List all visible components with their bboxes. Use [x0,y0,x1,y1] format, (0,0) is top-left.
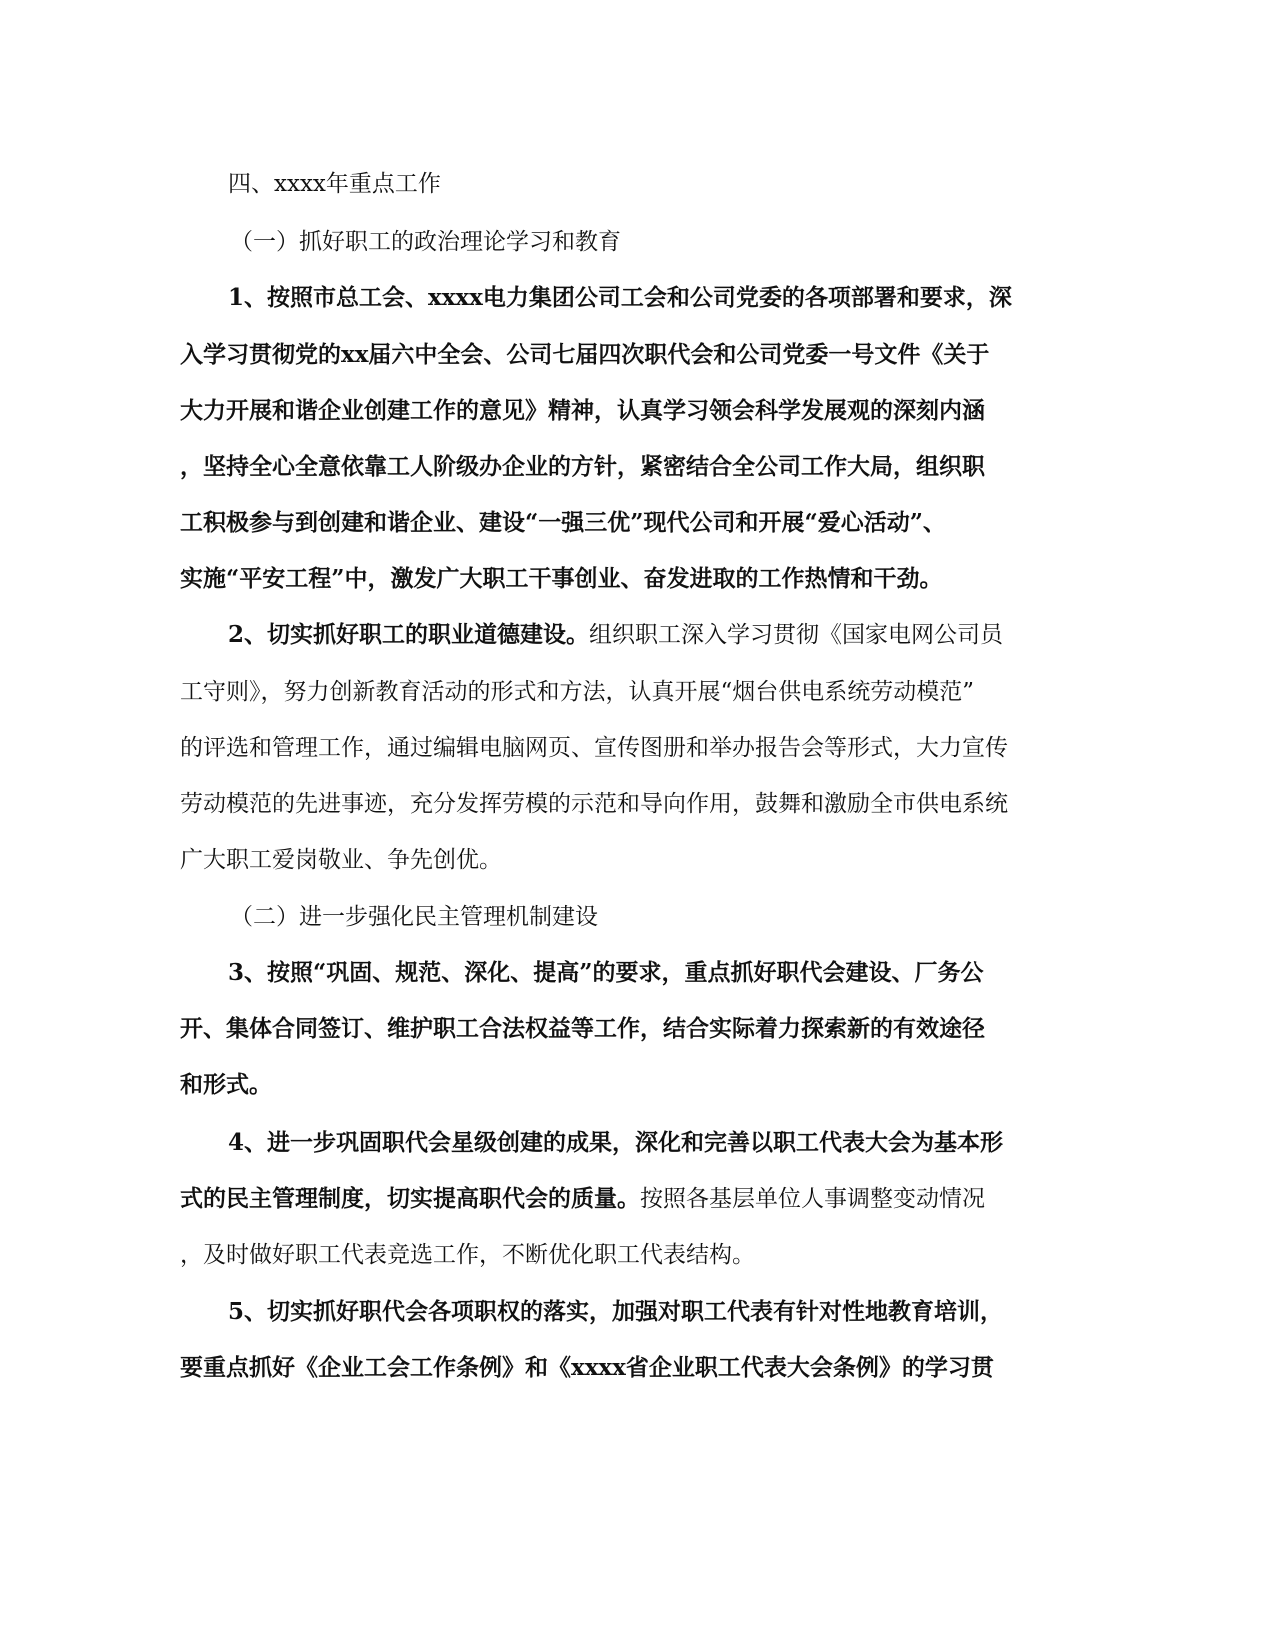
item5-line: 5、切实抓好职代会各项职权的落实，加强对职工代表有针对性地教育培训， [228,1298,1004,1325]
item2-line1-rest: 组织职工深入学习贯彻《国家电网公司员 [589,622,1004,648]
item2-line: 劳动模范的先进事迹，充分发挥劳模的示范和导向作用，鼓舞和激励全市供电系统 [180,791,1008,817]
item4-line2-bold: 式的民主管理制度，切实提高职代会的质量。 [180,1185,640,1212]
item1-line: 工积极参与到创建和谐企业、建设“一强三优”现代公司和开展“爱心活动”、 [180,509,946,536]
item2-line: 工守则》，努力创新教育活动的形式和方法，认真开展“烟台供电系统劳动模范” [180,679,975,705]
item2-lead: 2、切实抓好职工的职业道德建设。 [228,621,590,648]
item1-line: 入学习贯彻党的xx届六中全会、公司七届四次职代会和公司党委一号文件《关于 [180,341,990,368]
item1-line: 大力开展和谐企业创建工作的意见》精神，认真学习领会科学发展观的深刻内涵 [180,397,985,424]
item4-line: ，及时做好职工代表竞选工作，不断优化职工代表结构。 [180,1242,755,1268]
item2-line: 广大职工爱岗敬业、争先创优。 [180,847,502,873]
item1-line: 1、按照市总工会、xxxx电力集团公司工会和公司党委的各项部署和要求，深 [228,284,1012,311]
item4-line: 4、进一步巩固职代会星级创建的成果，深化和完善以职工代表大会为基本形 [228,1129,1004,1156]
section-heading: 四、xxxx年重点工作 [228,171,441,197]
item1-line: ，坚持全心全意依靠工人阶级办企业的方针，紧密结合全公司工作大局，组织职 [180,453,985,480]
item4-line2-rest: 按照各基层单位人事调整变动情况 [640,1186,985,1212]
item2-line: 的评选和管理工作，通过编辑电脑网页、宣传图册和举办报告会等形式，大力宣传 [180,735,1008,761]
item1-line: 实施“平安工程”中，激发广大职工干事创业、奋发进取的工作热情和干劲。 [180,565,943,592]
subsection-heading-2: （二）进一步强化民主管理机制建设 [230,904,598,930]
item3-line: 开、集体合同签订、维护职工合法权益等工作，结合实际着力探索新的有效途径 [180,1015,985,1042]
item5-line: 要重点抓好《企业工会工作条例》和《xxxx省企业职工代表大会条例》的学习贯 [180,1354,994,1381]
subsection-heading-1: （一）抓好职工的政治理论学习和教育 [230,229,621,255]
item2-first-line [228,620,1003,650]
item4-line2 [180,1184,985,1214]
item3-line: 3、按照“巩固、规范、深化、提高”的要求，重点抓好职代会建设、厂务公 [228,959,984,986]
item3-line: 和形式。 [180,1071,272,1098]
